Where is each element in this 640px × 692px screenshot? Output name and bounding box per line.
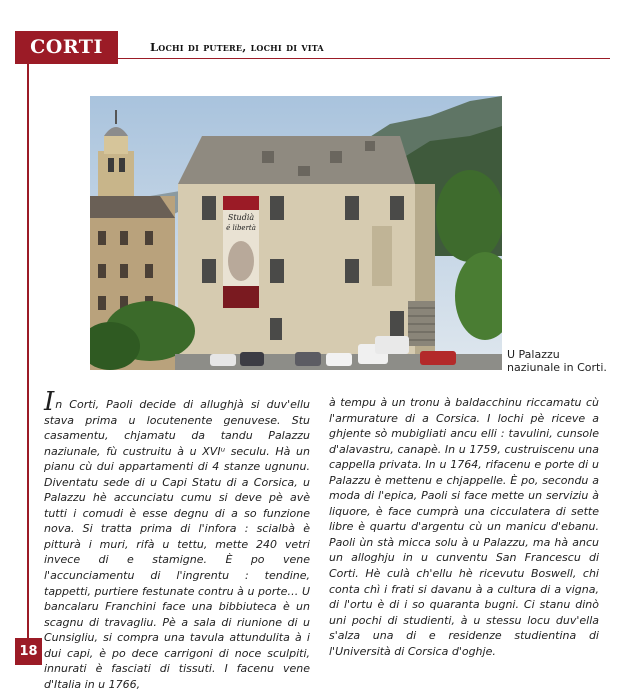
vertical-rule (27, 52, 29, 652)
section-title: CORTI (15, 31, 118, 64)
palazzu-building (178, 136, 435, 370)
banner-line-1: Studià (227, 213, 255, 222)
palazzu-illustration (90, 96, 502, 370)
studia-banner (223, 196, 259, 308)
page-number: 18 (15, 638, 42, 665)
article-text-left: n Corti, Paoli decide di allughjà si duv'ellu stava prima u locutenente genuvese. Stu casamentu, chjamatu da tandu Palazzu naziunale, fù custruitu à u XVIᵘ seculu. Hà un pianu cù dui appartamenti di 4 stanze ugnunu. Diventatu sede di u Capi Statu di a Corsica, u Palazzu hè accunciatu cumu si deve pè avè tutti i comudi è esse degnu di a so funzione nova. Si tratta prima di l'infora : scialbà è pitturà i muri, rifà u tettu, mette 240 vetri invece di e stamigne. È po vene l'accunciamentu di l'ingrentu : tendine, tappetti, purtiere festunate contru à u porte… U bancalaru Franchini face una bibbiuteca è un scagnu di travagliu. Pè a sala di riunione di u Cunsigliu, si compra una tavula attundulita à i dui capi, è po dece carrigoni di noce sculpiti, innurati è fasciati di tissuti. I facenu vene d'Italia in u 1766, (44, 398, 310, 691)
article-text-right: à tempu à un tronu à baldacchinu riccamatu cù l'armurature di a Corsica. I lochi pè riceve a ghjente sò mubigliati ancu elli : tavulini, cunsole d'alavastru, canapè. In u 1759, custruiscenu una cappella privata. In u 1764, rifacenu e porte di u Palazzu è mettenu e chjappelle. È po, secondu a moda di l'epica, Paoli si face mette un serviziu à liquore, è face cumprà una cicculatera di sette libre è quartu d'argentu cù un manicu d'ebanu. Paoli ùn stà micca solu à u Palazzu, ma hà ancu un alloghju in u cunventu San Francescu di Corti. Hè culà ch'ellu hè ricevutu Boswell, chi conta chì i frati si davanu à a cultura di a vigna, di l'ortu è di i so quaranta bugni. Ci stanu dinò uni pochi di studienti, à u stessu locu duv'ella s'alza una di e residenze studientina di l'Università di Corsica d'oghje. (329, 396, 599, 658)
drop-cap: I (44, 387, 55, 417)
photo-caption: U Palazzu naziunale in Corti. (507, 348, 607, 374)
article-column-right (329, 395, 599, 659)
header-rule (118, 58, 610, 59)
section-subtitle: Lochi di putere, lochi di vita (150, 40, 324, 54)
palazzu-photo (90, 96, 502, 370)
banner-line-2: é libertà (226, 224, 256, 232)
article-column-left (44, 387, 310, 692)
